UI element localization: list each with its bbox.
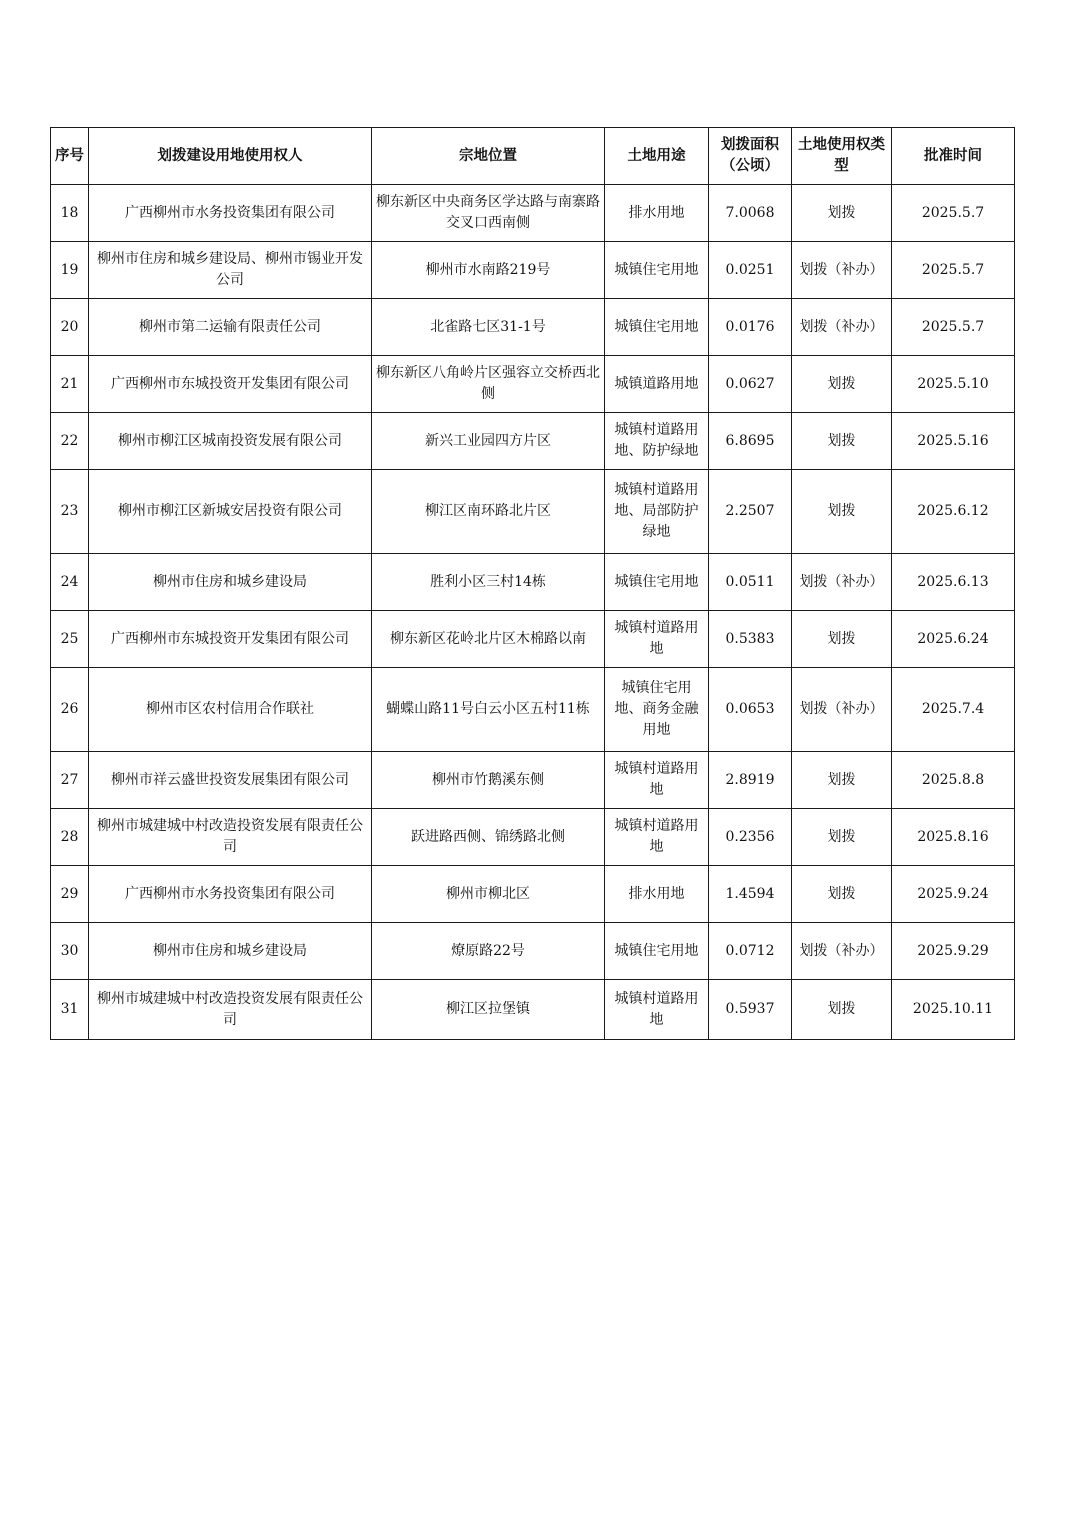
cell-type: 划拨（补办）	[792, 299, 892, 356]
table-row	[51, 809, 1015, 866]
cell-date: 2025.10.11	[892, 980, 1015, 1040]
cell-holder: 广西柳州市东城投资开发集团有限公司	[89, 356, 372, 413]
cell-area: 0.0251	[709, 242, 792, 299]
cell-holder: 广西柳州市水务投资集团有限公司	[89, 185, 372, 242]
cell-location: 北雀路七区31-1号	[372, 299, 605, 356]
cell-holder: 柳州市区农村信用合作联社	[89, 668, 372, 752]
cell-use: 城镇村道路用地	[605, 752, 709, 809]
cell-area: 0.5937	[709, 980, 792, 1040]
cell-seq: 19	[51, 242, 89, 299]
cell-use: 城镇村道路用地	[605, 809, 709, 866]
cell-area: 0.0176	[709, 299, 792, 356]
cell-type: 划拨	[792, 752, 892, 809]
cell-date: 2025.5.7	[892, 299, 1015, 356]
cell-type: 划拨	[792, 185, 892, 242]
table-row	[51, 923, 1015, 980]
cell-area: 0.0712	[709, 923, 792, 980]
cell-seq: 25	[51, 611, 89, 668]
cell-holder: 广西柳州市水务投资集团有限公司	[89, 866, 372, 923]
cell-location: 蝴蝶山路11号白云小区五村11栋	[372, 668, 605, 752]
cell-holder: 柳州市住房和城乡建设局、柳州市锡业开发公司	[89, 242, 372, 299]
header-use: 土地用途	[605, 128, 709, 185]
cell-area: 7.0068	[709, 185, 792, 242]
cell-use: 城镇住宅用地	[605, 242, 709, 299]
cell-location: 柳东新区花岭北片区木棉路以南	[372, 611, 605, 668]
cell-area: 0.0653	[709, 668, 792, 752]
cell-holder: 柳州市城建城中村改造投资发展有限责任公司	[89, 809, 372, 866]
cell-use	[605, 413, 709, 470]
cell-type: 划拨（补办）	[792, 668, 892, 752]
cell-use: 城镇住宅用地	[605, 554, 709, 611]
table-row	[51, 356, 1015, 413]
table-header-row	[51, 128, 1015, 185]
cell-holder: 柳州市柳江区城南投资发展有限公司	[89, 413, 372, 470]
cell-use: 城镇住宅用地	[605, 923, 709, 980]
cell-holder: 柳州市城建城中村改造投资发展有限责任公司	[89, 980, 372, 1040]
cell-use: 城镇道路用地	[605, 356, 709, 413]
cell-area: 6.8695	[709, 413, 792, 470]
cell-date: 2025.9.24	[892, 866, 1015, 923]
cell-holder: 柳州市祥云盛世投资发展集团有限公司	[89, 752, 372, 809]
cell-seq: 30	[51, 923, 89, 980]
cell-area: 0.0627	[709, 356, 792, 413]
cell-use-text: 城镇村道路用地、防护绿地	[614, 422, 699, 459]
cell-area: 0.2356	[709, 809, 792, 866]
cell-type: 划拨	[792, 611, 892, 668]
cell-seq: 23	[51, 470, 89, 554]
cell-use: 城镇住宅用地、商务金融用地	[605, 668, 709, 752]
cell-holder: 柳州市住房和城乡建设局	[89, 554, 372, 611]
cell-seq: 27	[51, 752, 89, 809]
cell-date: 2025.6.12	[892, 470, 1015, 554]
cell-location: 柳江区南环路北片区	[372, 470, 605, 554]
cell-area: 1.4594	[709, 866, 792, 923]
cell-area: 2.8919	[709, 752, 792, 809]
cell-location: 胜利小区三村14栋	[372, 554, 605, 611]
cell-type: 划拨	[792, 866, 892, 923]
table-row	[51, 185, 1015, 242]
cell-seq: 24	[51, 554, 89, 611]
cell-date: 2025.5.7	[892, 242, 1015, 299]
cell-location: 柳江区拉堡镇	[372, 980, 605, 1040]
cell-location: 柳东新区八角岭片区强容立交桥西北侧	[372, 356, 605, 413]
cell-area: 2.2507	[709, 470, 792, 554]
table-row	[51, 866, 1015, 923]
cell-holder: 广西柳州市东城投资开发集团有限公司	[89, 611, 372, 668]
cell-type: 划拨	[792, 356, 892, 413]
cell-use: 城镇住宅用地	[605, 299, 709, 356]
table-row	[51, 752, 1015, 809]
header-area: 划拨面积（公顷）	[709, 128, 792, 185]
header-type: 土地使用权类型	[792, 128, 892, 185]
cell-location: 柳州市柳北区	[372, 866, 605, 923]
cell-date: 2025.6.13	[892, 554, 1015, 611]
table-row	[51, 554, 1015, 611]
cell-location: 燎原路22号	[372, 923, 605, 980]
cell-use: 排水用地	[605, 866, 709, 923]
cell-date: 2025.9.29	[892, 923, 1015, 980]
cell-seq: 20	[51, 299, 89, 356]
table-row	[51, 980, 1015, 1040]
cell-type: 划拨（补办）	[792, 554, 892, 611]
cell-use: 城镇村道路用地	[605, 611, 709, 668]
header-holder: 划拨建设用地使用权人	[89, 128, 372, 185]
table-row	[51, 413, 1015, 470]
cell-seq: 31	[51, 980, 89, 1040]
cell-area: 0.5383	[709, 611, 792, 668]
cell-type: 划拨	[792, 809, 892, 866]
cell-area: 0.0511	[709, 554, 792, 611]
cell-date: 2025.5.16	[892, 413, 1015, 470]
table-row	[51, 299, 1015, 356]
cell-type: 划拨（补办）	[792, 923, 892, 980]
header-date: 批准时间	[892, 128, 1015, 185]
table-row	[51, 668, 1015, 752]
cell-date: 2025.6.24	[892, 611, 1015, 668]
cell-date: 2025.7.4	[892, 668, 1015, 752]
cell-location: 柳州市竹鹅溪东侧	[372, 752, 605, 809]
cell-location: 柳东新区中央商务区学达路与南寨路交叉口西南侧	[372, 185, 605, 242]
cell-type: 划拨	[792, 980, 892, 1040]
cell-date: 2025.8.16	[892, 809, 1015, 866]
cell-holder: 柳州市第二运输有限责任公司	[89, 299, 372, 356]
cell-location: 柳州市水南路219号	[372, 242, 605, 299]
cell-seq: 21	[51, 356, 89, 413]
cell-holder: 柳州市住房和城乡建设局	[89, 923, 372, 980]
cell-seq: 26	[51, 668, 89, 752]
cell-date: 2025.8.8	[892, 752, 1015, 809]
cell-date: 2025.5.7	[892, 185, 1015, 242]
header-seq: 序号	[51, 128, 89, 185]
cell-type: 划拨	[792, 413, 892, 470]
cell-use: 城镇村道路用地	[605, 980, 709, 1040]
cell-seq: 28	[51, 809, 89, 866]
cell-holder: 柳州市柳江区新城安居投资有限公司	[89, 470, 372, 554]
cell-location: 跃进路西侧、锦绣路北侧	[372, 809, 605, 866]
cell-seq: 22	[51, 413, 89, 470]
cell-location: 新兴工业园四方片区	[372, 413, 605, 470]
table-row	[51, 611, 1015, 668]
cell-type: 划拨（补办）	[792, 242, 892, 299]
cell-type: 划拨	[792, 470, 892, 554]
cell-seq: 18	[51, 185, 89, 242]
cell-use: 排水用地	[605, 185, 709, 242]
table-row	[51, 470, 1015, 554]
header-location: 宗地位置	[372, 128, 605, 185]
cell-date: 2025.5.10	[892, 356, 1015, 413]
cell-use: 城镇村道路用地、局部防护绿地	[605, 470, 709, 554]
cell-seq: 29	[51, 866, 89, 923]
land-allocation-table	[50, 127, 1015, 1040]
table-row	[51, 242, 1015, 299]
